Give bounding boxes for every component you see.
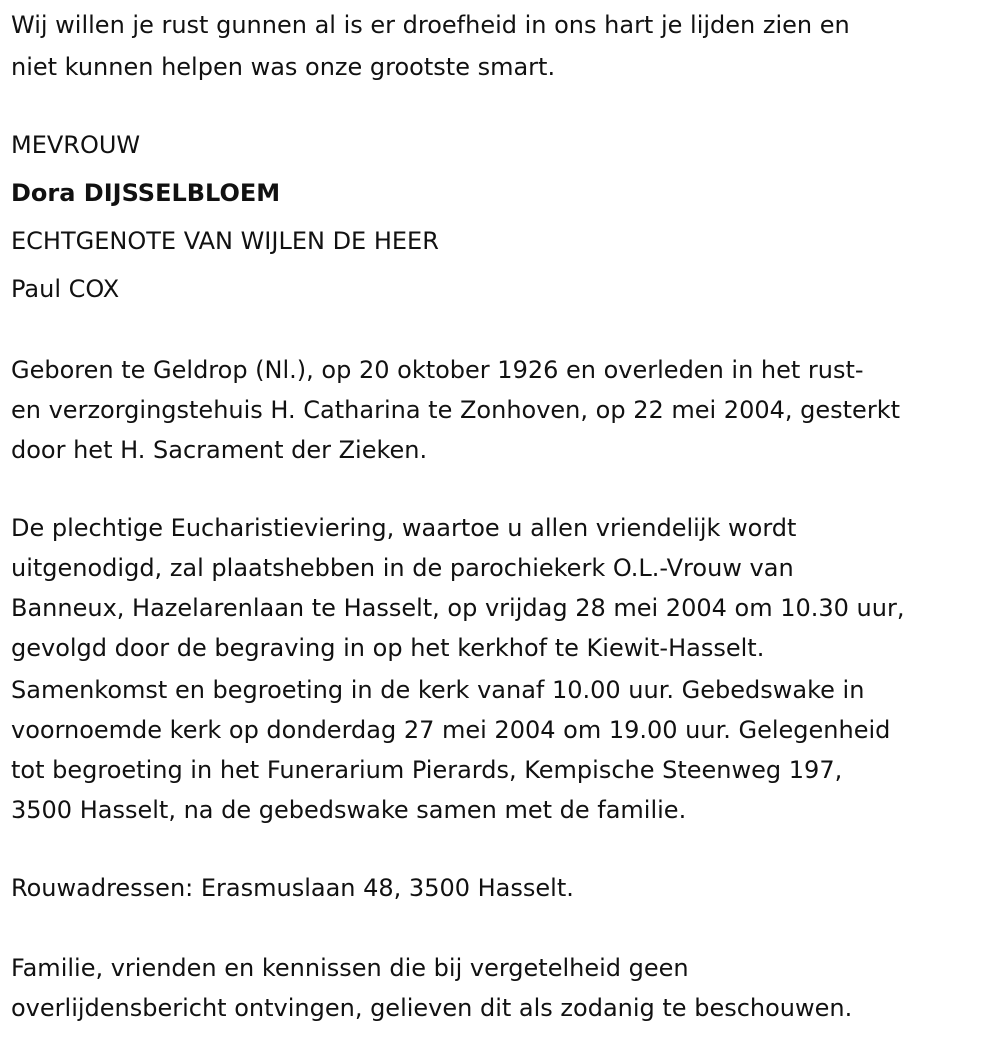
ceremony-line: tot begroeting in het Funerarium Pierards, Kempische Steenweg 197, (11, 756, 843, 784)
ceremony-line: Samenkomst en begroeting in de kerk vanaf 10.00 uur. Gebedswake in (11, 676, 865, 704)
birth-death-line: Geboren te Geldrop (Nl.), op 20 oktober 1926 en overleden in het rust- (11, 356, 864, 384)
verse-line: niet kunnen helpen was onze grootste smart. (11, 53, 556, 81)
mourning-address: Rouwadressen: Erasmuslaan 48, 3500 Hasselt. (11, 874, 574, 902)
birth-death-line: en verzorgingstehuis H. Catharina te Zonhoven, op 22 mei 2004, gesterkt (11, 396, 900, 424)
honorific: MEVROUW (11, 131, 141, 159)
deceased-name: Dora DIJSSELBLOEM (11, 179, 281, 207)
verse-line: Wij willen je rust gunnen al is er droefheid in ons hart je lijden zien en (11, 11, 850, 39)
ceremony-line: De plechtige Eucharistieviering, waartoe u allen vriendelijk wordt (11, 514, 797, 542)
spouse-name: Paul COX (11, 275, 120, 303)
closing-line: overlijdensbericht ontvingen, gelieven dit als zodanig te beschouwen. (11, 994, 853, 1022)
birth-death-line: door het H. Sacrament der Zieken. (11, 436, 428, 464)
ceremony-line: voornoemde kerk op donderdag 27 mei 2004 om 19.00 uur. Gelegenheid (11, 716, 891, 744)
closing-line: Familie, vrienden en kennissen die bij vergetelheid geen (11, 954, 689, 982)
ceremony-line: gevolgd door de begraving in op het kerkhof te Kiewit-Hasselt. (11, 634, 765, 662)
ceremony-line: Banneux, Hazelarenlaan te Hasselt, op vrijdag 28 mei 2004 om 10.30 uur, (11, 594, 905, 622)
ceremony-line: 3500 Hasselt, na de gebedswake samen met de familie. (11, 796, 687, 824)
ceremony-line: uitgenodigd, zal plaatshebben in de parochiekerk O.L.-Vrouw van (11, 554, 794, 582)
relation: ECHTGENOTE VAN WIJLEN DE HEER (11, 227, 439, 255)
